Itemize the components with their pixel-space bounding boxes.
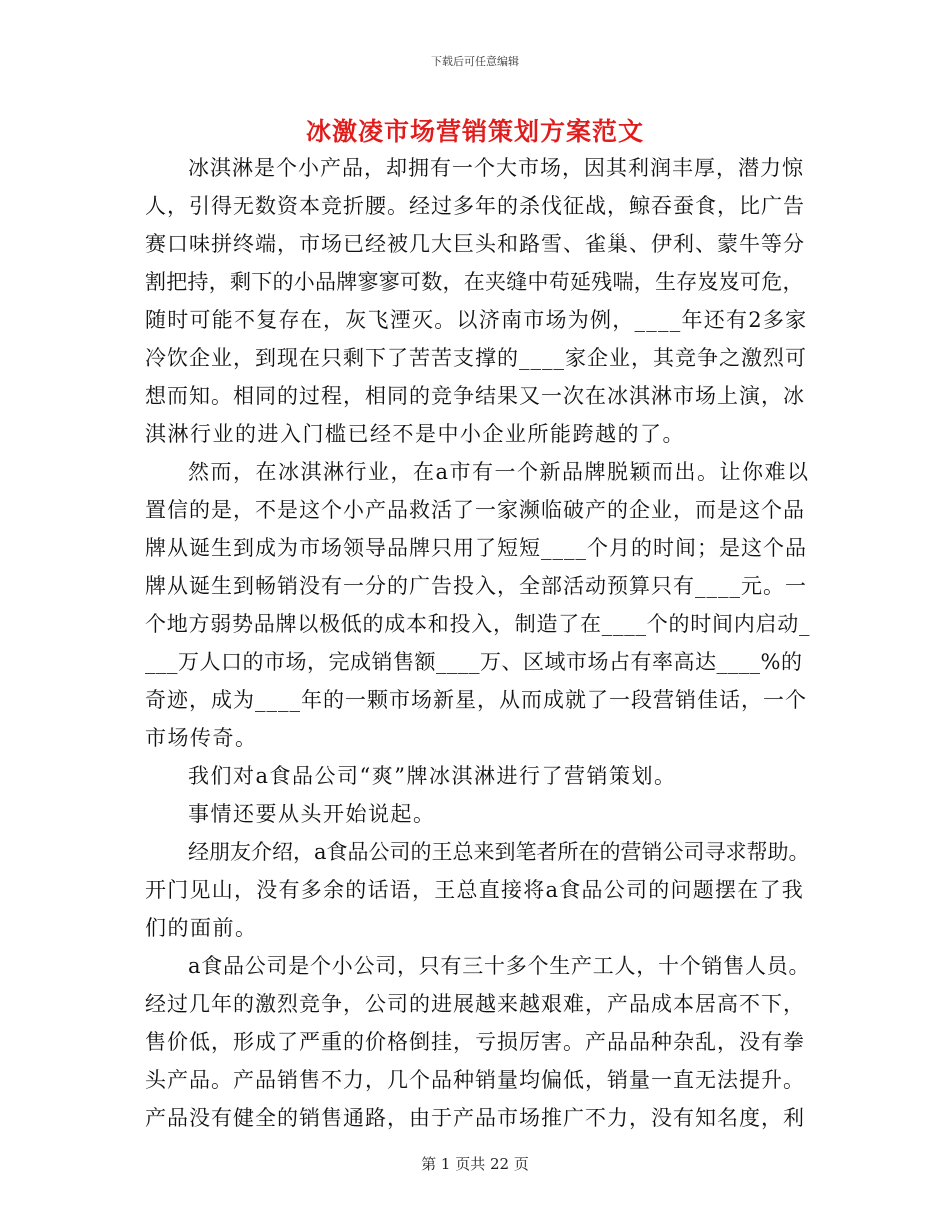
text-line: 赛口味拼终端，市场已经被几大巨头和路雪、雀巢、伊利、蒙牛等分 — [145, 232, 805, 256]
text-line: 置信的是，不是这个小产品救活了一家濒临破产的企业，而是这个品 — [145, 498, 805, 522]
text-line: 产品没有健全的销售通路，由于产品市场推广不力，没有知名度，利 — [145, 1106, 805, 1130]
text-line: 奇迹，成为____年的一颗市场新星，从而成就了一段营销佳话，一个 — [145, 688, 807, 712]
document-title: 冰激凌市场营销策划方案范文 — [305, 117, 644, 146]
text-line: 想而知。相同的过程，相同的竞争结果又一次在冰淇淋市场上演，冰 — [145, 384, 805, 408]
page-header: 下载后可任意编辑 — [431, 55, 519, 68]
text-line: 然而，在冰淇淋行业，在a市有一个新品牌脱颖而出。让你难以 — [188, 460, 810, 484]
text-line: 淇淋行业的进入门槛已经不是中小企业所能跨越的了。 — [145, 422, 685, 446]
text-line: 开门见山，没有多余的话语，王总直接将a食品公司的问题摆在了我 — [145, 878, 805, 902]
text-line: 经朋友介绍，a食品公司的王总来到笔者所在的营销公司寻求帮助。 — [188, 840, 810, 864]
text-line: 们的面前。 — [145, 916, 258, 940]
text-line: 个地方弱势品牌以极低的成本和投入，制造了在____个的时间内启动_ — [145, 612, 811, 636]
text-line: 市场传奇。 — [145, 726, 258, 750]
text-line: 事情还要从头开始说起。 — [188, 802, 436, 826]
text-line: 经过几年的激烈竞争，公司的进展越来越艰难，产品成本居高不下， — [145, 992, 805, 1016]
text-line: 随时可能不复存在，灰飞湮灭。以济南市场为例，____年还有2多家 — [145, 308, 808, 332]
text-line: 割把持，剩下的小品牌寥寥可数，在夹缝中苟延残喘，生存岌岌可危， — [145, 270, 804, 294]
page-footer: 第 1 页共 22 页 — [421, 1155, 529, 1173]
text-line: 牌从诞生到成为市场领导品牌只用了短短____个月的时间；是这个品 — [145, 536, 807, 560]
text-line: 冷饮企业，到现在只剩下了苦苦支撑的____家企业，其竞争之激烈可 — [145, 346, 807, 370]
text-line: 牌从诞生到畅销没有一分的广告投入，全部活动预算只有____元。一 — [145, 574, 807, 598]
text-line: 我们对a食品公司“爽”牌冰淇淋进行了营销策划。 — [188, 764, 677, 788]
text-line: 冰淇淋是个小产品，却拥有一个大市场，因其利润丰厚，潜力惊 — [188, 156, 804, 180]
text-line: ___万人口的市场，完成销售额____万、区域市场占有率高达____%的 — [145, 650, 803, 674]
text-line: a食品公司是个小公司，只有三十多个生产工人，十个销售人员。 — [188, 954, 811, 978]
text-line: 人，引得无数资本竞折腰。经过多年的杀伐征战，鲸吞蚕食，比广告 — [145, 194, 805, 218]
text-line: 售价低，形成了严重的价格倒挂，亏损厉害。产品品种杂乱，没有拳 — [145, 1030, 805, 1054]
text-line: 头产品。产品销售不力，几个品种销量均偏低，销量一直无法提升。 — [145, 1068, 805, 1092]
